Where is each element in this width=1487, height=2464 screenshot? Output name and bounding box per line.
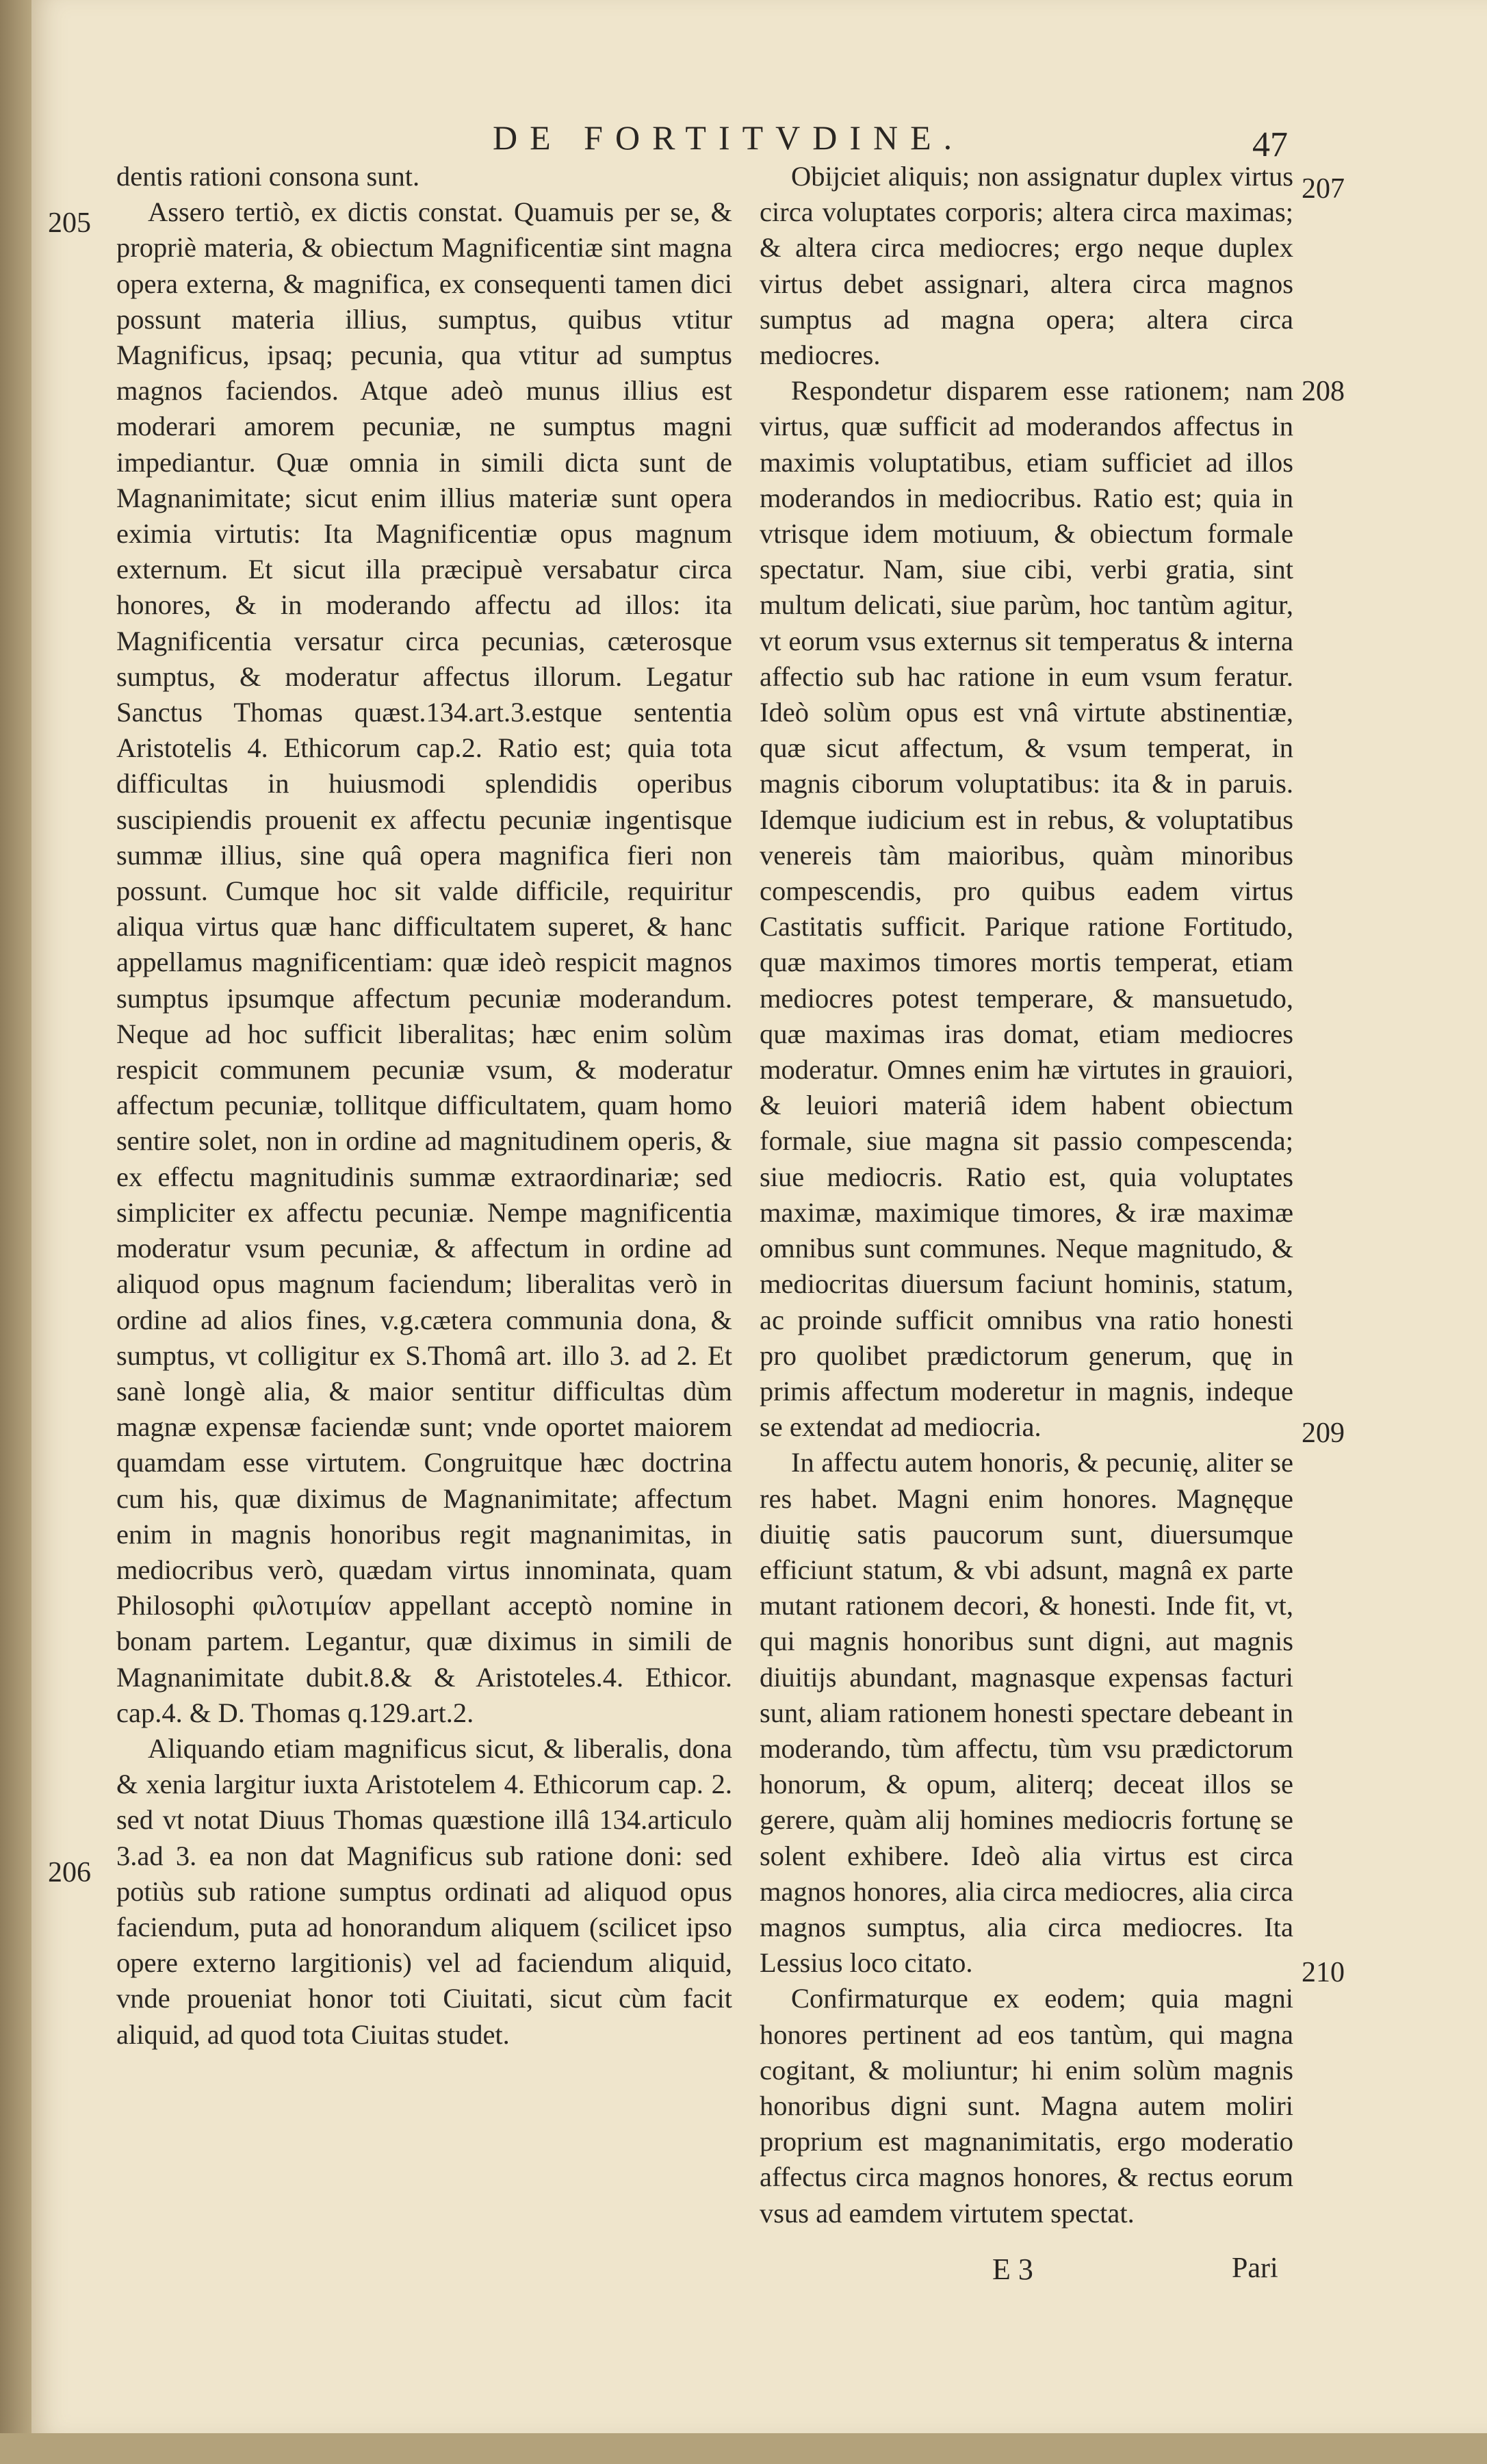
paragraph: Respondetur disparem esse rationem; nam virtus, quæ sufficit ad moderandos affectus in maximis voluptatibus, etiam sufficiet ad illos moderandos in mediocribus. Ratio est; quia in vtrisque idem motiuum, & obiectum formale spectatur. Nam, siue cibi, verbi gratia, sint multum delicati, siue parùm, hoc tantùm agitur, vt eorum vsus externus sit temperatus & interna affectio sub hac ratione in eum vsum feratur. Ideò solùm opus est vnâ virtute abstinentiæ, quæ sicut affectum, & vsum temperat, in magnis ciborum voluptatibus: ita & in paruis. Idemque iudicium est in rebus, & voluptatibus venereis tàm maioribus, quàm minoribus compescendis, pro quibus eadem virtus Castitatis sufficit. Parique ratione Fortitudo, quæ maximos timores mortis temperat, etiam mediocres potest temperare, & mansuetudo, quæ maximas iras domat, etiam mediocres moderatur. Omnes enim hæ virtutes in grauiori, & leuiori materiâ idem habent obiectum formale, siue magna sit passio compescenda; siue mediocris. Ratio est, quia voluptates maximæ, maximique timores, & iræ maximæ omnibus sunt communes. Neque magnitudo, & mediocritas diuersum faciunt hominis, statum, ac proinde sufficit omnibus vna ratio honesti pro quolibet prædictorum generum, quę in primis affectum moderetur in magnis, indeque se extendat ad mediocria. xyxy=(760,375,1293,1443)
running-title: DE FORTITVDINE. xyxy=(493,118,965,157)
paragraph: Assero tertiò, ex dictis constat. Quamuis per se, & propriè materia, & obiectum Magnificentiæ sint magna opera externa, & magnifica, ex consequenti tamen dici possunt materia illius, sumptus, quibus vtitur Magnificus, ipsaq; pecunia, qua vtitur ad sumptus magnos faciendos. Atque adeò munus illius est moderari amorem pecuniæ, ne sumptus magni impediantur. Quæ omnia in simili dicta sunt de Magnanimitate; sicut enim illius materiæ sunt opera eximia virtutis: Ita Magnificentiæ opus magnum externum. Et sicut illa præcipuè versabatur circa honores, & in moderando affectu ad illos: ita Magnificentia versatur circa pecunias, cæterosque sumptus, & moderatur affectus illorum. Legatur Sanctus Thomas quæst.134.art.3.estque sententia Aristotelis 4. Ethicorum cap.2. Ratio est; quia tota difficultas in huiusmodi splendidis operibus suscipiendis prouenit ex affectu pecuniæ ingentisque summæ illius, sine quâ opera magnifica fieri non possunt. Cumque hoc sit valde difficile, requiritur aliqua virtus quæ hanc difficultatem superet, & hanc appellamus magnificentiam: quæ ideò respicit magnos sumptus ipsumque affectum pecuniæ moderandum. Neque ad hoc sufficit liberalitas; hæc enim solùm respicit communem pecuniæ vsum, & moderatur affectum pecuniæ, tollitque difficultatem, quam homo sentire solet, non in ordine ad magnitudinem operis, & ex effectu magnitudinis summæ extraordinariæ; sed simpliciter ex affectu pecuniæ. Nempe magnificentia moderatur vsum pecuniæ, & affectum in ordine ad aliquod opus magnum faciendum; liberalitas verò in ordine ad alios fines, v.g.cætera communia dona, & sumptus, vt colligitur ex S.Thomâ art. illo 3. ad 2. Et sanè longè alia, & maior sentitur difficultas dùm magnæ expensæ faciendæ sunt; vnde oportet maiorem quamdam esse virtutem. Congruitque hæc doctrina cum his, quæ diximus de Magnanimitate; affectum enim in magnis honoribus regit magnanimitas, in mediocribus verò, quædam virtus innominata, quam Philosophi φιλοτιμίαν appellant acceptò nomine in bonam partem. Legantur, quæ diximus in simili de Magnanimitate dubit.8.& & Aristoteles.4. Ethicor. cap.4. & D. Thomas q.129.art.2. xyxy=(116,196,732,1728)
margin-number: 208 xyxy=(1302,376,1345,407)
margin-number: 206 xyxy=(48,1857,91,1888)
scan-background-left xyxy=(0,0,31,2464)
signature-mark: E 3 xyxy=(992,2253,1033,2286)
catchword: Pari xyxy=(1232,2253,1278,2284)
paragraph: In affectu autem honoris, & pecunię, aliter se res habet. Magni enim honores. Magnęque diuitię satis paucorum sunt, diuersumque efficiunt statum, & vbi adsunt, magnâ ex parte mutant rationem decori, & honesti. Inde fit, vt, qui magnis honoribus sunt digni, aut magnis diuitijs abundant, magnasque expensas facturi sunt, aliam rationem honesti spectare debeant in moderando, tùm affectu, tùm vsu prædictorum honorum, & opum, aliterq; deceat illos se gerere, quàm alij homines mediocris fortunę se solent exhibere. Ideò alia virtus est circa magnos honores, alia circa mediocres, alia circa magnos sumptus, alia circa mediocres. Ita Lessius loco citato. xyxy=(760,1447,1293,1979)
paragraph: Obijciet aliquis; non assignatur duplex virtus circa voluptates corporis; altera circa maximas; & altera circa mediocres; ergo neque duplex virtus debet assignari, altera circa magnos sumptus ad magna opera; altera circa mediocres. xyxy=(760,161,1293,371)
paragraph: Aliquando etiam magnificus sicut, & liberalis, dona & xenia largitur iuxta Aristotelem 4. Ethicorum cap. 2. sed vt notat Diuus Thomas quæstione illâ 134.articulo 3.ad 3. ea non dat Magnificus sub ratione doni: sed potiùs sub ratione sumptus ordinati ad aliquod opus faciendum, puta ad honorandum aliquem (scilicet ipso opere externo largitionis) vel ad faciendum aliquid, vnde proueniat honor toti Ciuitati, sicut cùm facit aliquid, ad quod tota Ciuitas studet. xyxy=(116,1732,732,2050)
page-number: 47 xyxy=(1252,125,1288,164)
paragraph: dentis rationi consona sunt. xyxy=(116,161,420,192)
scan-background-bottom xyxy=(0,2433,1487,2464)
left-text-column xyxy=(116,159,732,2053)
margin-number: 210 xyxy=(1302,1957,1345,1988)
paragraph: Confirmaturque ex eodem; quia magni honores pertinent ad eos tantùm, qui magna cogitant, & moliuntur; hi enim solùm magnis honoribus digni sunt. Magna autem moliri proprium est magnanimitatis, ergo moderatio affectus circa magnos honores, & rectus eorum vsus ad eamdem virtutem spectat. xyxy=(760,1983,1293,2229)
margin-number: 207 xyxy=(1302,173,1345,205)
margin-number: 209 xyxy=(1302,1417,1345,1449)
margin-number: 205 xyxy=(48,207,91,239)
right-text-column xyxy=(760,159,1293,2231)
